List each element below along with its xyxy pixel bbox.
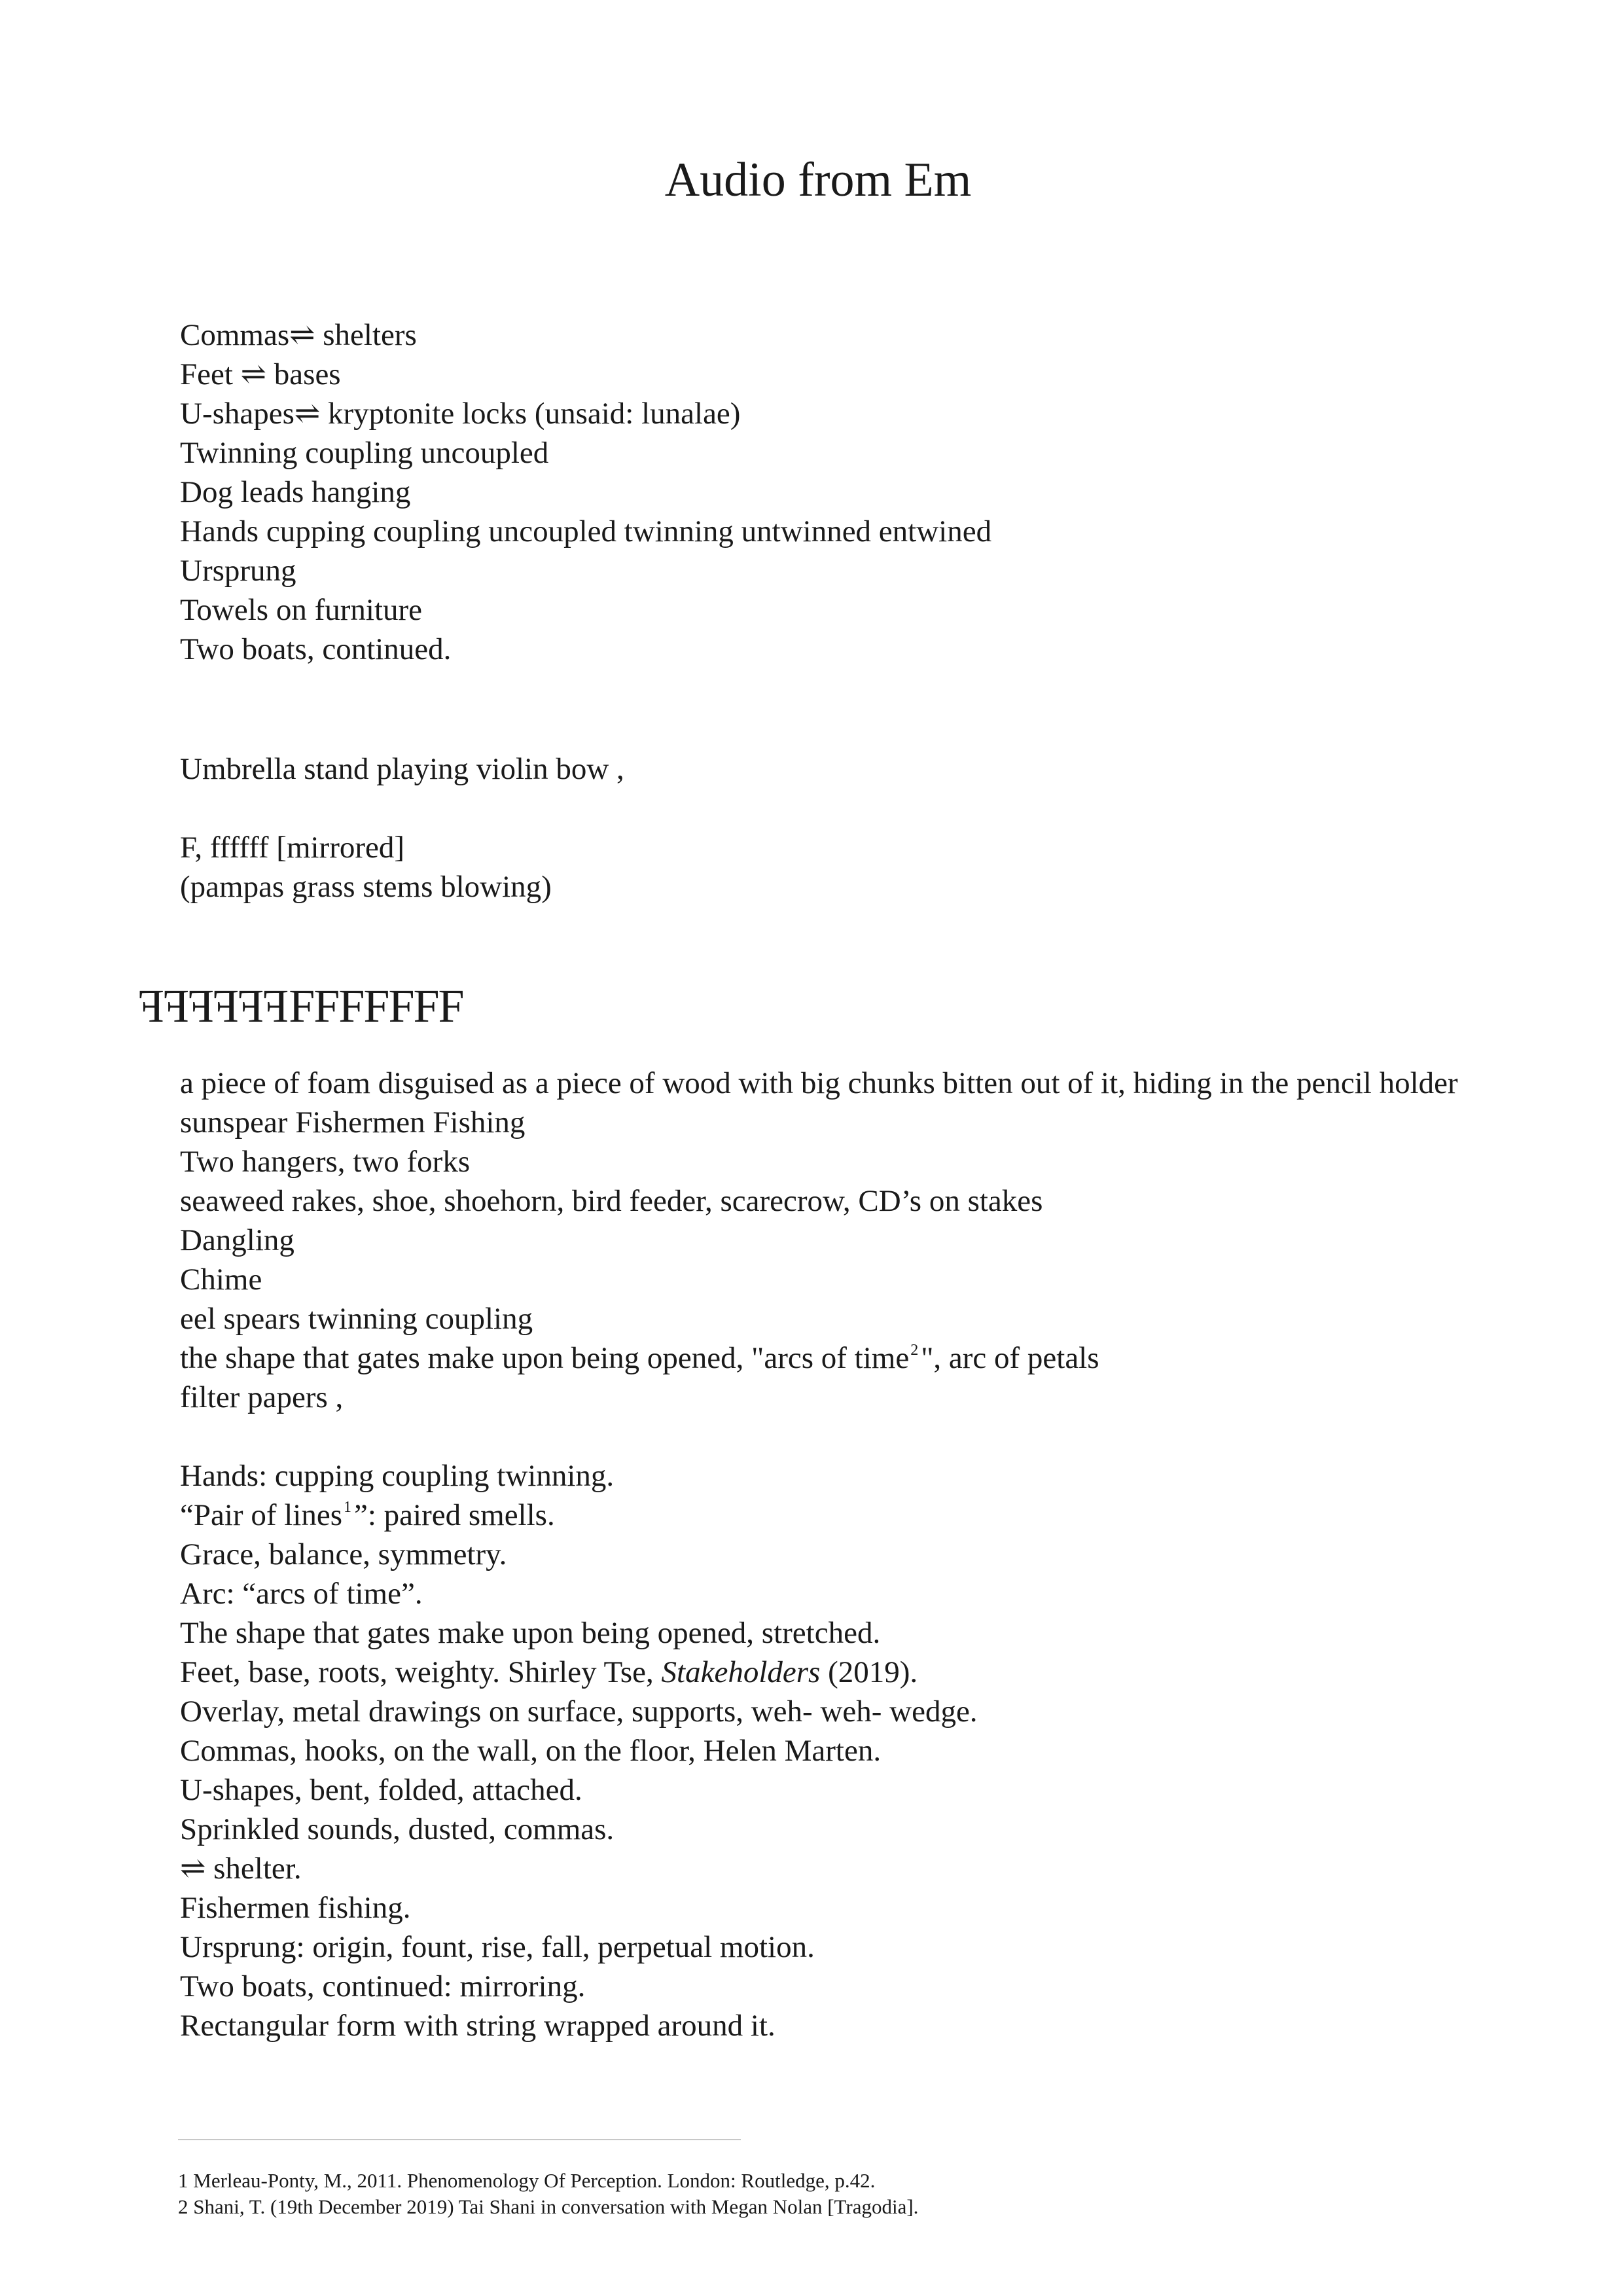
text-line: Feet ⇌ bases [180, 357, 341, 391]
text-line: The shape that gates make upon being opened, stretched. [180, 1616, 881, 1650]
text-line: Two boats, continued: mirroring. [180, 1969, 586, 2003]
text-line: seaweed rakes, shoe, shoehorn, bird feeder, scarecrow, CD’s on stakes [180, 1184, 1043, 1218]
text-line: filter papers , [180, 1380, 344, 1414]
text-line: ⇌ shelter. [180, 1852, 302, 1886]
text-segment: “Pair of lines [180, 1498, 342, 1532]
footnotes [178, 2168, 918, 2220]
text-line: Overlay, metal drawings on surface, supports, weh- weh- wedge. [180, 1695, 978, 1729]
text-line: eel spears twinning coupling [180, 1302, 533, 1336]
mirrored-f-display [139, 977, 463, 1035]
text-line-with-italic [180, 1653, 1458, 1692]
section-umbrella [180, 749, 624, 906]
text-line: Hands cupping coupling uncoupled twinning untwinned entwined [180, 514, 992, 548]
blank-line [180, 1417, 1458, 1456]
text-line: Dangling [180, 1223, 294, 1257]
footnote-1: 1 Merleau-Ponty, M., 2011. Phenomenology Of Perception. London: Routledge, p.42. [178, 2169, 876, 2192]
blank-line [180, 789, 624, 828]
text-line: Commas, hooks, on the wall, on the floor, Helen Marten. [180, 1734, 882, 1768]
text-line: Fishermen fishing. [180, 1891, 411, 1925]
text-segment: ", arc of petals [921, 1341, 1099, 1375]
artwork-title: Stakeholders [661, 1655, 821, 1689]
text-line: a piece of foam disguised as a piece of wood with big chunks bitten out of it, hiding in the pencil holder [180, 1066, 1458, 1100]
text-line: Arc: “arcs of time”. [180, 1577, 423, 1611]
text-segment: the shape that gates make upon being opened, "arcs of time [180, 1341, 910, 1375]
normal-f-text: FFFFFFF [289, 980, 463, 1032]
text-line-with-footnote [180, 1496, 1458, 1535]
text-line: U-shapes, bent, folded, attached. [180, 1773, 582, 1807]
footnote-ref-2[interactable]: 2 [910, 1342, 919, 1359]
text-line: Sprinkled sounds, dusted, commas. [180, 1812, 615, 1846]
text-line: sunspear Fishermen Fishing [180, 1105, 526, 1139]
indented-line: (pampas grass stems blowing) [180, 870, 552, 904]
text-line: Two boats, continued. [180, 632, 452, 666]
footnote-2: 2 Shani, T. (19th December 2019) Tai Shani in conversation with Megan Nolan [Tragodia]. [178, 2195, 919, 2218]
text-segment: Feet, base, roots, weighty. Shirley Tse, [180, 1655, 662, 1689]
section-objects [180, 1064, 1458, 2045]
footnote-divider [178, 2139, 741, 2140]
text-line: Hands: cupping coupling twinning. [180, 1459, 615, 1493]
text-line: Ursprung: origin, fount, rise, fall, perpetual motion. [180, 1930, 815, 1964]
text-segment: ”: paired smells. [354, 1498, 555, 1532]
text-line: Two hangers, two forks [180, 1145, 471, 1179]
text-line: Towels on furniture [180, 593, 423, 627]
footnote-ref-1[interactable]: 1 [344, 1499, 351, 1516]
text-line: U-shapes⇌ kryptonite locks (unsaid: lunalae) [180, 397, 741, 431]
text-line: F, ffffff [mirrored] [180, 831, 405, 865]
mirrored-f-text: FFFFFF [139, 980, 289, 1032]
text-line: Ursprung [180, 554, 296, 588]
section-symbol-pairs [180, 315, 991, 669]
page-title: Audio from Em [664, 153, 972, 207]
text-line: Umbrella stand playing violin bow , [180, 752, 624, 786]
text-line: Grace, balance, symmetry. [180, 1537, 507, 1571]
text-line: Dog leads hanging [180, 475, 411, 509]
text-line: Commas⇌ shelters [180, 318, 417, 352]
text-line: Chime [180, 1263, 262, 1297]
text-line: Twinning coupling uncoupled [180, 436, 549, 470]
text-segment: (2019). [820, 1655, 918, 1689]
text-line-with-footnote [180, 1338, 1458, 1378]
text-line: Rectangular form with string wrapped around it. [180, 2009, 776, 2043]
